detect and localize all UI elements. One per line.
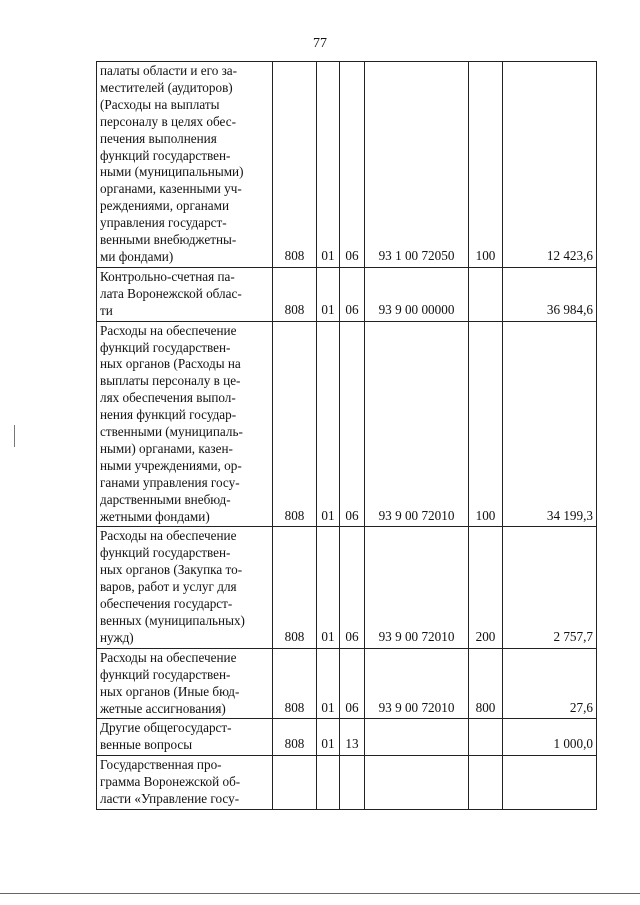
section-code: 01 — [317, 719, 340, 756]
expense-type: 100 — [469, 62, 503, 268]
expense-type: 200 — [469, 527, 503, 648]
table-body — [97, 62, 597, 810]
budget-table — [96, 61, 597, 810]
target-article: 93 1 00 72050 — [365, 62, 469, 268]
subsection-code: 06 — [340, 267, 365, 321]
expense-type: 100 — [469, 321, 503, 527]
subsection-code: 06 — [340, 527, 365, 648]
ministry-code — [273, 756, 317, 810]
expense-type — [469, 719, 503, 756]
row-name: Расходы на обеспечение функций государствен- ных органов (Закупка то- варов, работ и услуг для обеспечения государст- венных (муниципальных) нужд) — [97, 527, 273, 648]
section-code: 01 — [317, 321, 340, 527]
ministry-code: 808 — [273, 527, 317, 648]
section-code: 01 — [317, 267, 340, 321]
table-row — [97, 648, 597, 719]
amount: 12 423,6 — [503, 62, 597, 268]
subsection-code: 06 — [340, 321, 365, 527]
section-code: 01 — [317, 648, 340, 719]
target-article — [365, 719, 469, 756]
page-number: 77 — [313, 36, 327, 51]
expense-type — [469, 267, 503, 321]
amount: 36 984,6 — [503, 267, 597, 321]
ministry-code: 808 — [273, 321, 317, 527]
table-row — [97, 756, 597, 810]
row-name: Контрольно-счетная па- лата Воронежской облас- ти — [97, 267, 273, 321]
target-article: 93 9 00 72010 — [365, 321, 469, 527]
section-code: 01 — [317, 62, 340, 268]
scan-margin-mark — [14, 425, 15, 447]
ministry-code: 808 — [273, 648, 317, 719]
footer-rule — [0, 893, 640, 894]
subsection-code: 06 — [340, 62, 365, 268]
target-article: 93 9 00 72010 — [365, 648, 469, 719]
row-name: палаты области и его за- местителей (аудиторов) (Расходы на выплаты персоналу в целях обес- печения выполнения функций государствен- ными (муниципальными) органами, казенными уч- реждениями, органами управления государст- венными внебюджетны- ми фондами) — [97, 62, 273, 268]
row-name: Государственная про- грамма Воронежской об- ласти «Управление госу- — [97, 756, 273, 810]
target-article: 93 9 00 72010 — [365, 527, 469, 648]
expense-type: 800 — [469, 648, 503, 719]
subsection-code: 13 — [340, 719, 365, 756]
table-row — [97, 321, 597, 527]
section-code: 01 — [317, 527, 340, 648]
amount: 2 757,7 — [503, 527, 597, 648]
target-article: 93 9 00 00000 — [365, 267, 469, 321]
row-name: Другие общегосударст- венные вопросы — [97, 719, 273, 756]
expense-type — [469, 756, 503, 810]
amount: 1 000,0 — [503, 719, 597, 756]
subsection-code — [340, 756, 365, 810]
ministry-code: 808 — [273, 267, 317, 321]
table-row — [97, 267, 597, 321]
target-article — [365, 756, 469, 810]
row-name: Расходы на обеспечение функций государствен- ных органов (Расходы на выплаты персоналу в це- лях обеспечения выпол- нения функций государ- ственными (муниципаль- ными) органами, казен- ными учреждениями, ор- ганами управления госу- дарственными внебюд- жетными фондами) — [97, 321, 273, 527]
row-name: Расходы на обеспечение функций государствен- ных органов (Иные бюд- жетные ассигнования) — [97, 648, 273, 719]
table-row — [97, 62, 597, 268]
amount — [503, 756, 597, 810]
table-row — [97, 719, 597, 756]
amount: 34 199,3 — [503, 321, 597, 527]
ministry-code: 808 — [273, 719, 317, 756]
subsection-code: 06 — [340, 648, 365, 719]
amount: 27,6 — [503, 648, 597, 719]
ministry-code: 808 — [273, 62, 317, 268]
section-code — [317, 756, 340, 810]
table-row — [97, 527, 597, 648]
